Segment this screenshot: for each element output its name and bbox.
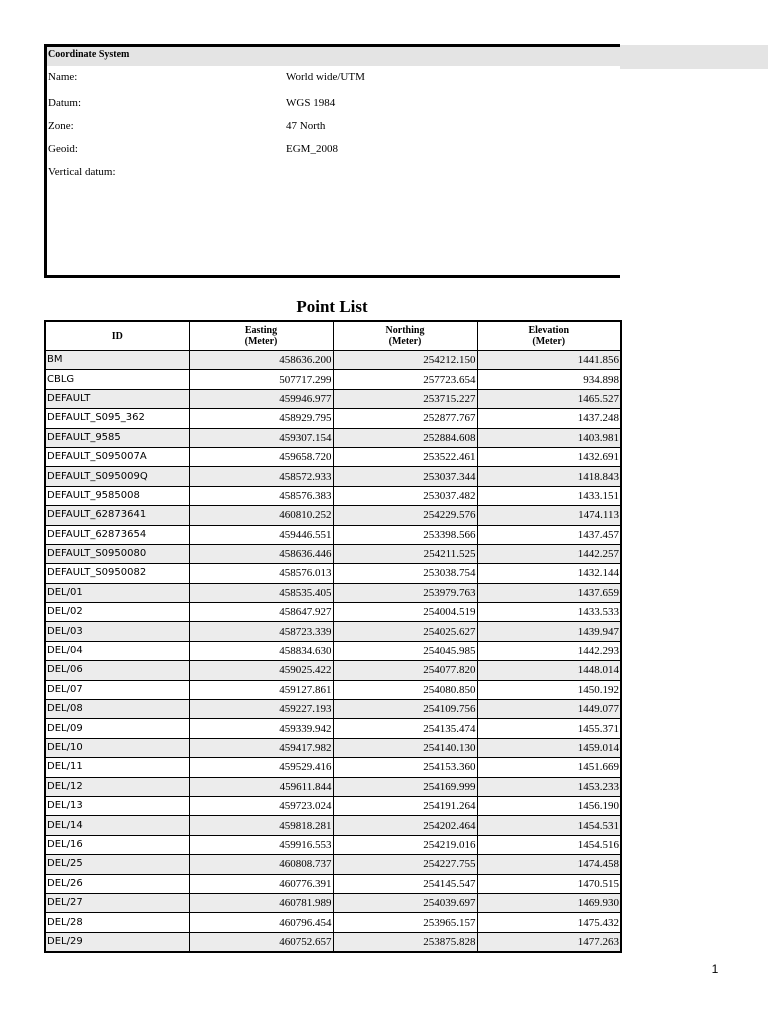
- column-header-unit: (Meter): [244, 336, 278, 347]
- point-id-cell: CBLG: [45, 370, 189, 389]
- elevation-cell: 1442.257: [477, 544, 621, 563]
- column-header-label: Elevation: [528, 325, 570, 336]
- elevation-cell: 1433.151: [477, 486, 621, 505]
- easting-cell: 459127.861: [189, 680, 333, 699]
- column-header-easting: [189, 321, 333, 351]
- northing-cell: 253037.344: [333, 467, 477, 486]
- table-row: [45, 506, 621, 525]
- northing-cell: 254191.264: [333, 796, 477, 815]
- column-header-label: Northing: [385, 325, 425, 336]
- northing-cell: 254219.016: [333, 835, 477, 854]
- easting-cell: 459611.844: [189, 777, 333, 796]
- point-id-cell: DEL/27: [45, 893, 189, 912]
- cs-name-value: World wide/UTM: [286, 71, 365, 83]
- table-row: [45, 738, 621, 757]
- easting-cell: 458834.630: [189, 641, 333, 660]
- table-row: [45, 835, 621, 854]
- elevation-cell: 1442.293: [477, 641, 621, 660]
- point-id-cell: DEL/06: [45, 661, 189, 680]
- northing-cell: 254211.525: [333, 544, 477, 563]
- point-id-cell: DEL/26: [45, 874, 189, 893]
- northing-cell: 254039.697: [333, 893, 477, 912]
- point-id-cell: DEL/03: [45, 622, 189, 641]
- easting-cell: 459307.154: [189, 428, 333, 447]
- northing-cell: 253398.566: [333, 525, 477, 544]
- elevation-cell: 1403.981: [477, 428, 621, 447]
- northing-cell: 252884.608: [333, 428, 477, 447]
- easting-cell: 458572.933: [189, 467, 333, 486]
- elevation-cell: 1433.533: [477, 603, 621, 622]
- table-row: [45, 855, 621, 874]
- elevation-cell: 1448.014: [477, 661, 621, 680]
- table-row: [45, 351, 621, 370]
- elevation-cell: 1475.432: [477, 913, 621, 932]
- easting-cell: 458636.446: [189, 544, 333, 563]
- easting-cell: 460776.391: [189, 874, 333, 893]
- easting-cell: 458636.200: [189, 351, 333, 370]
- elevation-cell: 1465.527: [477, 389, 621, 408]
- northing-cell: 254229.576: [333, 506, 477, 525]
- point-id-cell: DEL/07: [45, 680, 189, 699]
- column-header-label: ID: [111, 330, 123, 342]
- cs-zone-label: Zone:: [48, 120, 74, 132]
- point-id-cell: DEL/25: [45, 855, 189, 874]
- cs-geoid-value: EGM_2008: [286, 143, 338, 155]
- easting-cell: 458723.339: [189, 622, 333, 641]
- column-header-unit: (Meter): [532, 336, 566, 347]
- northing-cell: 254153.360: [333, 758, 477, 777]
- easting-cell: 460752.657: [189, 932, 333, 952]
- easting-cell: 458576.383: [189, 486, 333, 505]
- cs-vertical-datum-label: Vertical datum:: [48, 166, 116, 178]
- northing-cell: 252877.767: [333, 409, 477, 428]
- table-row: [45, 486, 621, 505]
- elevation-cell: 1432.691: [477, 447, 621, 466]
- elevation-cell: 1418.843: [477, 467, 621, 486]
- point-id-cell: DEL/16: [45, 835, 189, 854]
- easting-cell: 459818.281: [189, 816, 333, 835]
- northing-cell: 254025.627: [333, 622, 477, 641]
- easting-cell: 507717.299: [189, 370, 333, 389]
- easting-cell: 458535.405: [189, 583, 333, 602]
- table-row: [45, 913, 621, 932]
- easting-cell: 458929.795: [189, 409, 333, 428]
- coordinate-system-panel: [44, 44, 620, 278]
- elevation-cell: 1453.233: [477, 777, 621, 796]
- table-row: [45, 544, 621, 563]
- point-id-cell: DEFAULT_S0950082: [45, 564, 189, 583]
- elevation-cell: 1441.856: [477, 351, 621, 370]
- northing-cell: 254109.756: [333, 700, 477, 719]
- northing-cell: 254212.150: [333, 351, 477, 370]
- point-id-cell: DEFAULT_S095007A: [45, 447, 189, 466]
- point-id-cell: DEFAULT_62873641: [45, 506, 189, 525]
- northing-cell: 254045.985: [333, 641, 477, 660]
- table-row: [45, 622, 621, 641]
- easting-cell: 459946.977: [189, 389, 333, 408]
- table-row: [45, 758, 621, 777]
- point-id-cell: DEFAULT_9585: [45, 428, 189, 447]
- table-row: [45, 641, 621, 660]
- easting-cell: 459025.422: [189, 661, 333, 680]
- point-list-body: [45, 351, 621, 953]
- page-number: 1: [711, 962, 719, 976]
- point-id-cell: DEL/08: [45, 700, 189, 719]
- point-id-cell: DEL/01: [45, 583, 189, 602]
- elevation-cell: 1469.930: [477, 893, 621, 912]
- table-row: [45, 661, 621, 680]
- elevation-cell: 1437.659: [477, 583, 621, 602]
- table-row: [45, 583, 621, 602]
- elevation-cell: 1470.515: [477, 874, 621, 893]
- northing-cell: 257723.654: [333, 370, 477, 389]
- northing-cell: 253715.227: [333, 389, 477, 408]
- northing-cell: 253038.754: [333, 564, 477, 583]
- table-row: [45, 564, 621, 583]
- column-header-unit: (Meter): [388, 336, 422, 347]
- northing-cell: 254077.820: [333, 661, 477, 680]
- elevation-cell: 1455.371: [477, 719, 621, 738]
- point-id-cell: DEL/11: [45, 758, 189, 777]
- table-row: [45, 467, 621, 486]
- point-id-cell: DEL/12: [45, 777, 189, 796]
- table-row: [45, 428, 621, 447]
- header-band: [620, 45, 768, 69]
- point-id-cell: DEL/28: [45, 913, 189, 932]
- point-id-cell: DEL/02: [45, 603, 189, 622]
- table-row: [45, 525, 621, 544]
- table-header-row: [45, 321, 621, 351]
- table-row: [45, 370, 621, 389]
- easting-cell: 458647.927: [189, 603, 333, 622]
- table-row: [45, 700, 621, 719]
- column-header-elevation: [477, 321, 621, 351]
- easting-cell: 459446.551: [189, 525, 333, 544]
- table-row: [45, 680, 621, 699]
- elevation-cell: 1437.457: [477, 525, 621, 544]
- easting-cell: 460808.737: [189, 855, 333, 874]
- easting-cell: 459529.416: [189, 758, 333, 777]
- easting-cell: 460810.252: [189, 506, 333, 525]
- elevation-cell: 1474.113: [477, 506, 621, 525]
- point-id-cell: DEL/29: [45, 932, 189, 952]
- table-row: [45, 816, 621, 835]
- easting-cell: 459723.024: [189, 796, 333, 815]
- table-row: [45, 874, 621, 893]
- cs-zone-value: 47 North: [286, 120, 326, 132]
- elevation-cell: 1474.458: [477, 855, 621, 874]
- point-id-cell: DEFAULT_9585008: [45, 486, 189, 505]
- northing-cell: 254227.755: [333, 855, 477, 874]
- point-id-cell: DEFAULT_S095009Q: [45, 467, 189, 486]
- point-id-cell: DEL/10: [45, 738, 189, 757]
- point-id-cell: BM: [45, 351, 189, 370]
- cs-name-label: Name:: [48, 71, 78, 83]
- elevation-cell: 1439.947: [477, 622, 621, 641]
- northing-cell: 254145.547: [333, 874, 477, 893]
- column-header-id: [45, 321, 189, 351]
- point-id-cell: DEL/13: [45, 796, 189, 815]
- point-id-cell: DEFAULT: [45, 389, 189, 408]
- cs-datum-value: WGS 1984: [286, 97, 336, 109]
- elevation-cell: 1437.248: [477, 409, 621, 428]
- cs-datum-label: Datum:: [48, 97, 81, 109]
- northing-cell: 253875.828: [333, 932, 477, 952]
- elevation-cell: 1454.531: [477, 816, 621, 835]
- elevation-cell: 934.898: [477, 370, 621, 389]
- column-header-northing: [333, 321, 477, 351]
- table-row: [45, 719, 621, 738]
- table-row: [45, 603, 621, 622]
- northing-cell: 254169.999: [333, 777, 477, 796]
- northing-cell: 253965.157: [333, 913, 477, 932]
- easting-cell: 459339.942: [189, 719, 333, 738]
- easting-cell: 460796.454: [189, 913, 333, 932]
- point-id-cell: DEFAULT_S0950080: [45, 544, 189, 563]
- northing-cell: 254004.519: [333, 603, 477, 622]
- point-list-table: [44, 320, 622, 953]
- elevation-cell: 1451.669: [477, 758, 621, 777]
- table-row: [45, 389, 621, 408]
- table-row: [45, 447, 621, 466]
- elevation-cell: 1432.144: [477, 564, 621, 583]
- northing-cell: 254202.464: [333, 816, 477, 835]
- elevation-cell: 1450.192: [477, 680, 621, 699]
- elevation-cell: 1456.190: [477, 796, 621, 815]
- northing-cell: 254080.850: [333, 680, 477, 699]
- table-row: [45, 796, 621, 815]
- point-id-cell: DEFAULT_62873654: [45, 525, 189, 544]
- point-id-cell: DEFAULT_S095_362: [45, 409, 189, 428]
- easting-cell: 459417.982: [189, 738, 333, 757]
- northing-cell: 254135.474: [333, 719, 477, 738]
- table-row: [45, 777, 621, 796]
- elevation-cell: 1459.014: [477, 738, 621, 757]
- point-id-cell: DEL/14: [45, 816, 189, 835]
- column-header-label: Easting: [244, 325, 278, 336]
- point-id-cell: DEL/04: [45, 641, 189, 660]
- elevation-cell: 1477.263: [477, 932, 621, 952]
- table-row: [45, 409, 621, 428]
- northing-cell: 254140.130: [333, 738, 477, 757]
- coordinate-system-header: Coordinate System: [47, 47, 621, 66]
- point-list-title: Point List: [296, 297, 368, 316]
- easting-cell: 458576.013: [189, 564, 333, 583]
- easting-cell: 459227.193: [189, 700, 333, 719]
- northing-cell: 253522.461: [333, 447, 477, 466]
- easting-cell: 459916.553: [189, 835, 333, 854]
- cs-geoid-label: Geoid:: [48, 143, 78, 155]
- northing-cell: 253037.482: [333, 486, 477, 505]
- table-row: [45, 932, 621, 952]
- northing-cell: 253979.763: [333, 583, 477, 602]
- point-id-cell: DEL/09: [45, 719, 189, 738]
- easting-cell: 460781.989: [189, 893, 333, 912]
- elevation-cell: 1449.077: [477, 700, 621, 719]
- easting-cell: 459658.720: [189, 447, 333, 466]
- table-row: [45, 893, 621, 912]
- elevation-cell: 1454.516: [477, 835, 621, 854]
